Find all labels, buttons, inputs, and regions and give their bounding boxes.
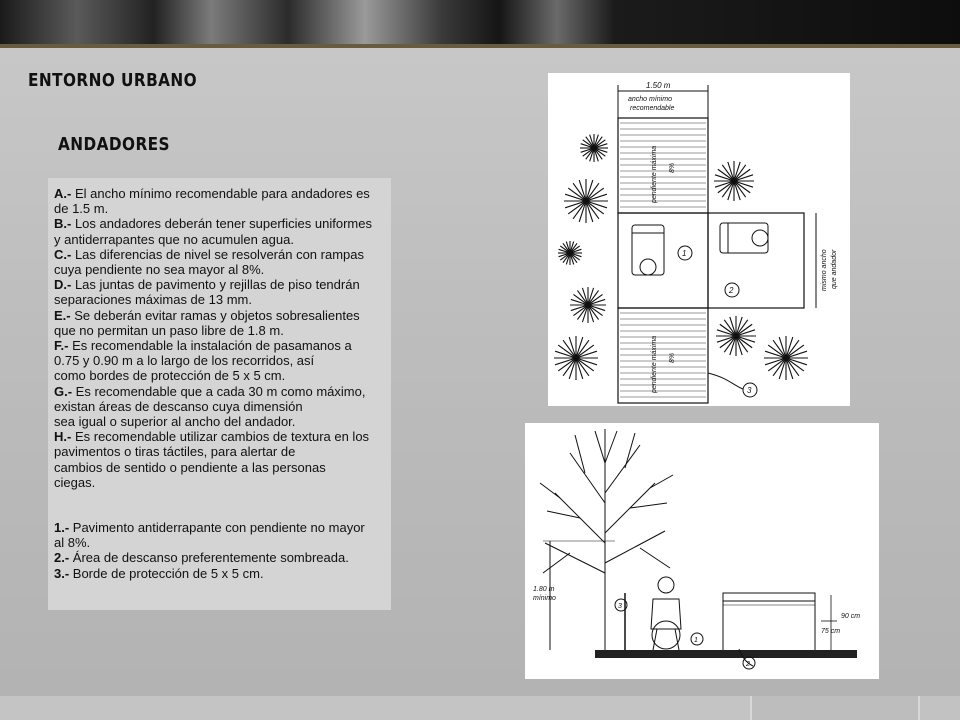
width-caption-1: ancho mínimo	[628, 96, 672, 103]
requirements-panel	[48, 178, 391, 610]
legend-text: Pavimento antiderrapante con pendiente no mayor al 8%.	[54, 520, 365, 551]
tree-branch	[605, 431, 617, 463]
requirements-list	[54, 186, 387, 490]
width-dim-label: 1.50 m	[646, 81, 671, 90]
legend-number: 2.-	[54, 550, 70, 566]
upper-ramp-stripes	[620, 123, 706, 207]
requirement-text: Es recomendable la instalación de pasamanos a 0.75 y 0.90 m a lo largo de los recorridos, así como bordes de protección de 5 x 5 cm.	[54, 338, 352, 384]
requirement-item	[54, 429, 387, 490]
tree-plan-symbol	[564, 179, 608, 223]
wheelchair-icon	[632, 225, 664, 275]
footer-tab	[750, 696, 918, 720]
page-title: ENTORNO URBANO	[28, 70, 198, 91]
plan-svg	[548, 73, 850, 406]
rail-high-label: 90 cm	[841, 613, 861, 620]
requirement-item	[54, 384, 387, 430]
wheelchair-user-icon	[651, 577, 681, 650]
tree-branch	[630, 503, 667, 508]
requirement-text: Se deberán evitar ramas y objetos sobresalientes que no permitan un paso libre de 1.8 m.	[54, 307, 360, 338]
requirement-item	[54, 338, 387, 384]
requirement-letter: F.-	[54, 338, 69, 354]
requirement-letter: B.-	[54, 216, 72, 232]
requirement-letter: D.-	[54, 277, 72, 293]
rest-area	[708, 213, 804, 308]
tree-branch	[625, 433, 635, 468]
height-dim-2: mínimo	[533, 595, 556, 602]
requirement-text: Es recomendable que a cada 30 m como máximo, existan áreas de descanso cuya dimensión sea igual o superior al ancho del andador.	[54, 383, 366, 430]
tree-branch	[570, 453, 605, 503]
tree-branch	[545, 543, 605, 573]
tree-plan-symbol	[764, 336, 808, 380]
header-divider	[0, 44, 960, 48]
requirement-text: Las diferencias de nivel se resolverán con rampas cuya pendiente no sea mayor al 8%.	[54, 246, 364, 278]
upper-ramp	[618, 118, 708, 213]
lower-slope-value: 8%	[669, 352, 676, 363]
tree-plan-symbol	[716, 316, 756, 356]
rail-low-label: 75 cm	[821, 628, 841, 635]
section-marker-1: 1	[694, 637, 698, 644]
legend-number: 3.-	[54, 565, 70, 581]
legend-number: 1.-	[54, 520, 70, 536]
marker-3-leader	[708, 373, 743, 389]
tree-plan-symbol	[554, 336, 598, 380]
plan-drawing	[548, 73, 850, 406]
tree-plan-symbol	[580, 134, 608, 162]
tree-plan-symbol	[558, 241, 582, 265]
requirement-letter: C.-	[54, 246, 72, 262]
marker-2: 2	[729, 286, 734, 295]
ground-slab	[595, 650, 857, 658]
legend-list	[54, 520, 387, 581]
section-marker-3: 3	[618, 603, 622, 610]
marker-3: 3	[747, 386, 752, 395]
width-caption-2: recomendable	[630, 105, 675, 112]
side-caption-2: que andador	[831, 249, 838, 289]
tree-branch	[605, 445, 640, 493]
footer-tab	[918, 696, 960, 720]
requirement-letter: E.-	[54, 307, 71, 323]
tree-branch	[650, 475, 673, 488]
legend-item	[54, 520, 387, 550]
section-marker-2: 2	[746, 661, 750, 668]
section-title: ANDADORES	[58, 134, 170, 155]
requirement-item	[54, 247, 387, 277]
bench-top	[723, 593, 815, 601]
requirement-item	[54, 216, 387, 246]
tree-branch	[540, 483, 560, 498]
legend-item	[54, 566, 387, 581]
requirement-text: El ancho mínimo recomendable para andadores es de 1.5 m.	[54, 186, 370, 217]
lower-slope-label: pendiente máxima	[651, 335, 658, 393]
upper-slope-label: pendiente máxima	[651, 145, 658, 203]
requirement-letter: H.-	[54, 429, 72, 445]
requirement-letter: G.-	[54, 383, 73, 399]
requirement-item	[54, 308, 387, 338]
lower-ramp-stripes	[620, 313, 706, 397]
requirement-text: Es recomendable utilizar cambios de textura en los pavimentos o tiras táctiles, para alertar de cambios de sentido o pendiente a las personas ciegas.	[54, 429, 370, 490]
tree-branch	[543, 553, 570, 573]
requirement-text: Los andadores deberán tener superficies uniformes y antiderrapantes que no acumulen agua.	[54, 216, 372, 247]
tree-branch	[547, 511, 580, 518]
legend-item	[54, 550, 387, 565]
requirement-item	[54, 186, 387, 216]
requirement-letter: A.-	[54, 186, 72, 201]
wheelchair-icon	[720, 223, 768, 253]
tree-branch	[595, 431, 605, 463]
tree-plan-symbol	[570, 287, 606, 323]
side-caption-1: mismo ancho	[821, 249, 828, 291]
marker-1: 1	[682, 249, 687, 258]
height-dim-1: 1.80 m	[533, 586, 555, 593]
legend-text: Borde de protección de 5 x 5 cm.	[69, 565, 264, 581]
header-banner	[0, 0, 960, 44]
requirement-text: Las juntas de pavimento y rejillas de piso tendrán separaciones máximas de 13 mm.	[54, 277, 360, 308]
section-drawing	[525, 423, 879, 679]
tree-plan-symbol	[714, 161, 754, 201]
section-svg	[525, 423, 879, 679]
lower-ramp	[618, 308, 708, 403]
tree-branch	[640, 548, 670, 568]
tree-elevation	[540, 429, 673, 650]
legend-text: Área de descanso preferentemente sombreada.	[69, 550, 349, 566]
requirement-item	[54, 277, 387, 307]
upper-slope-value: 8%	[669, 162, 676, 173]
